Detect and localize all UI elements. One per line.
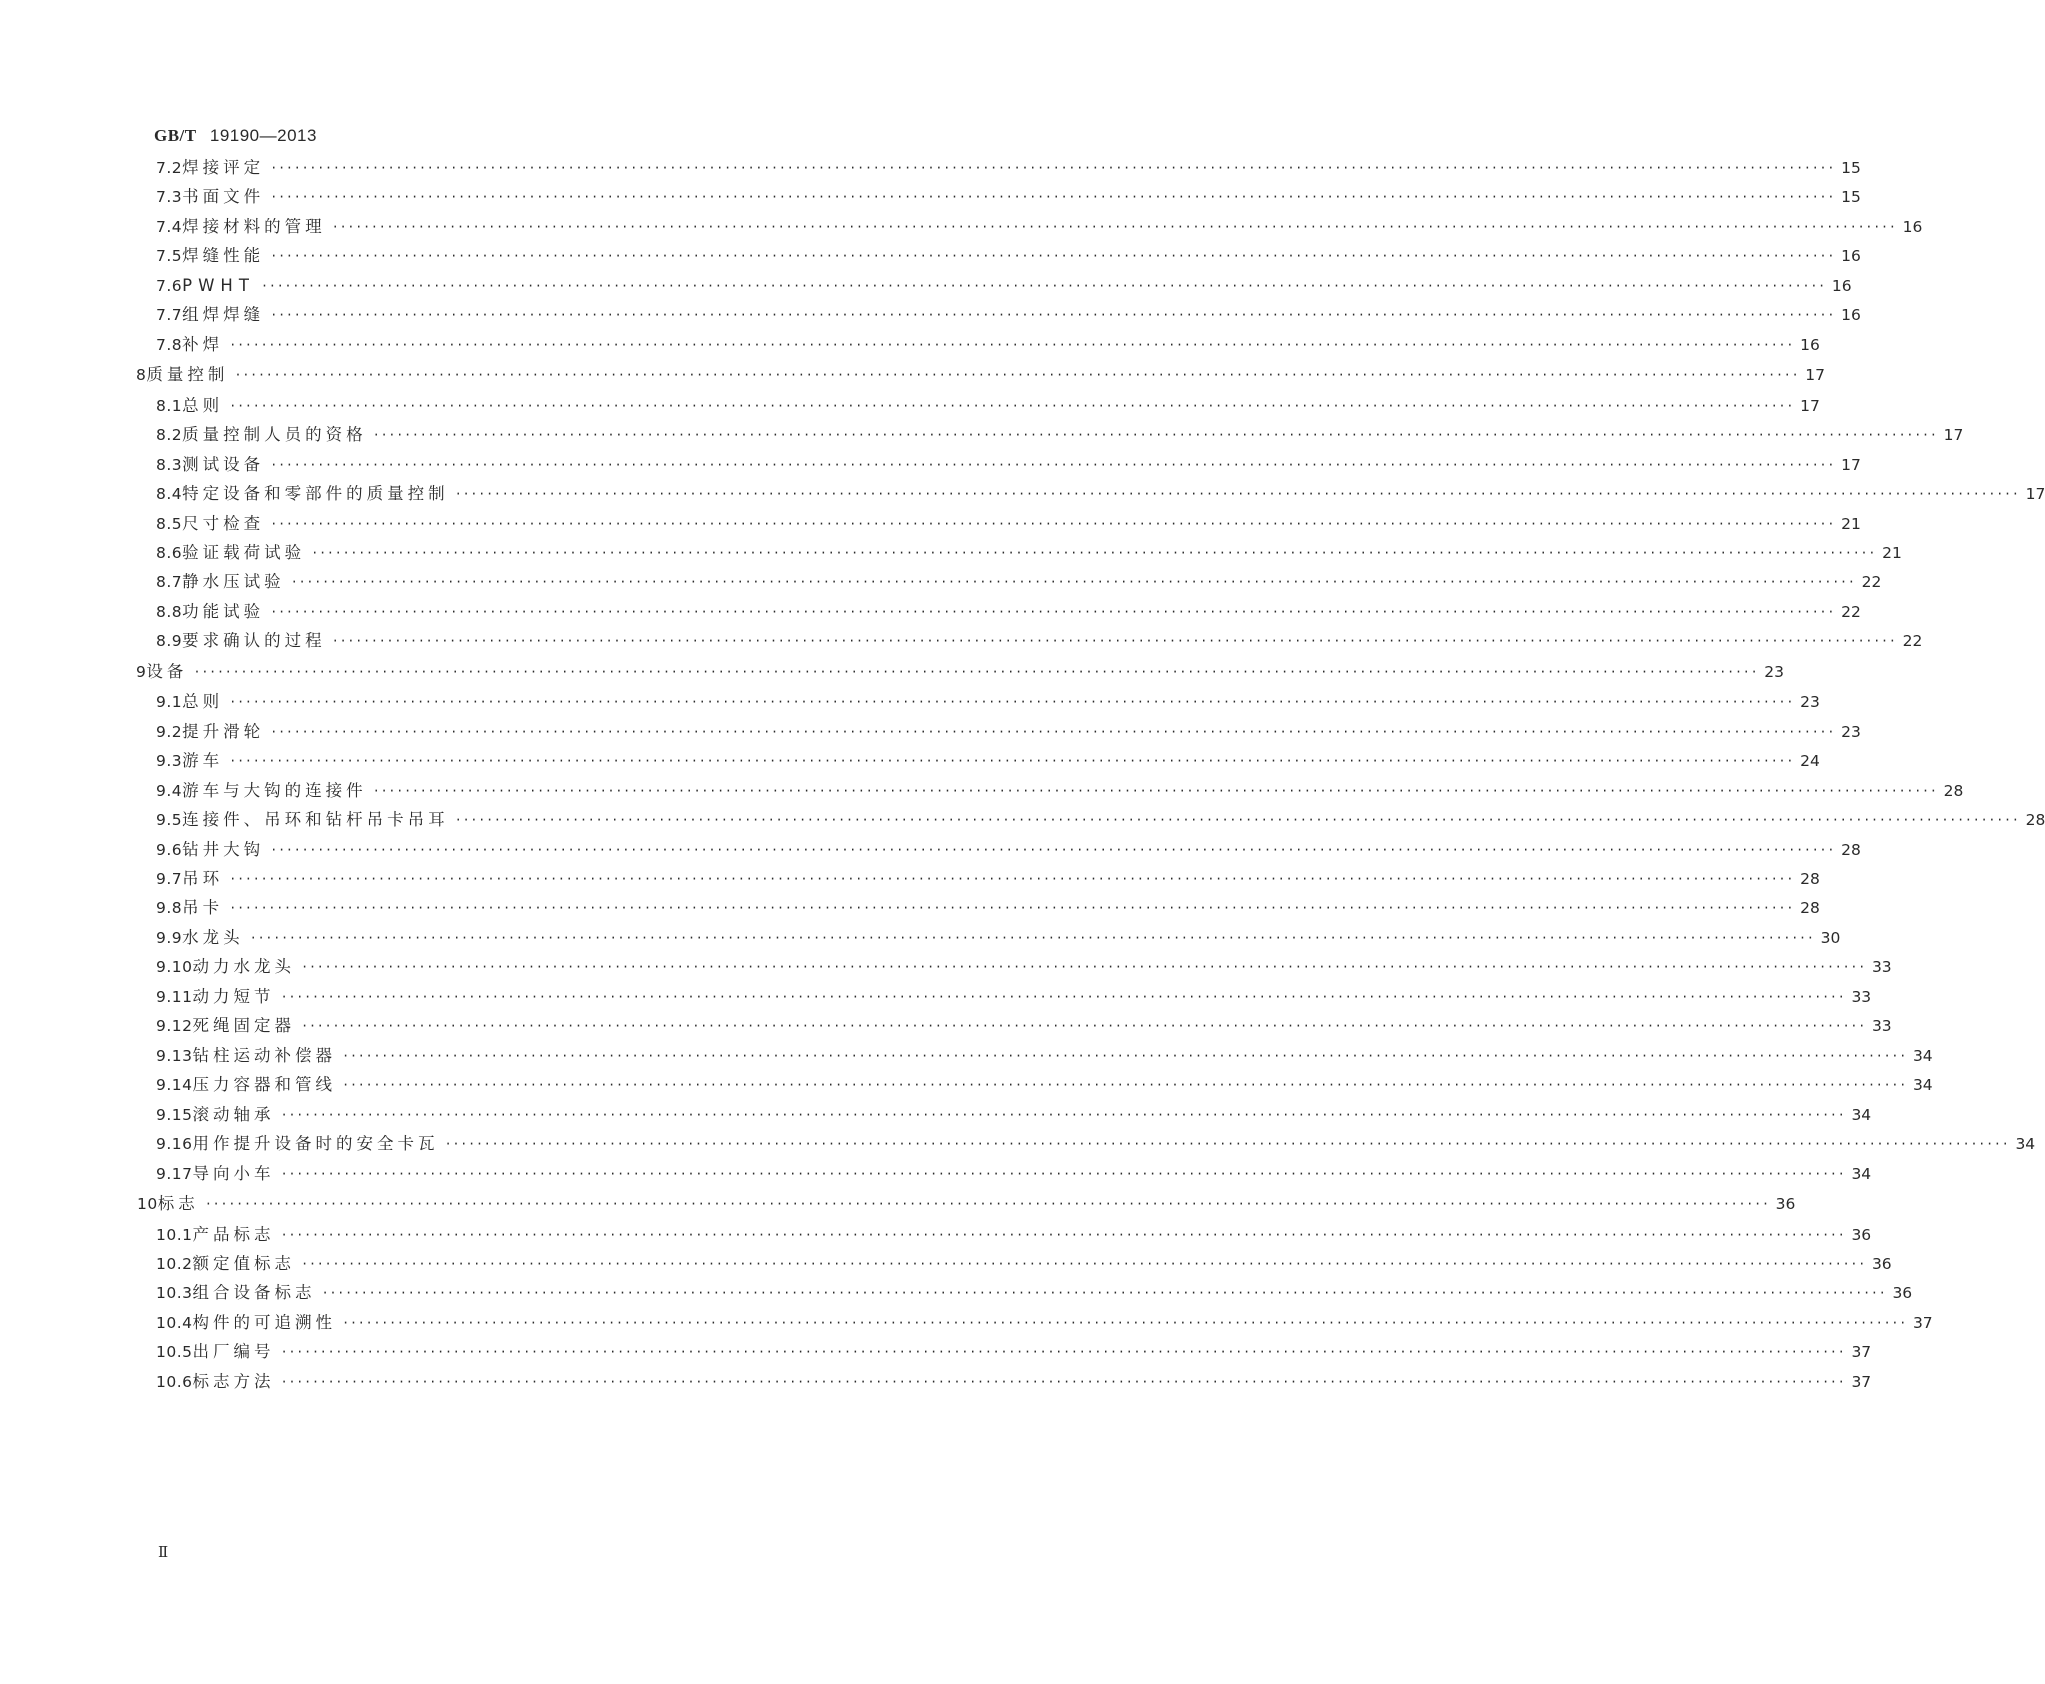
toc-entry-title: 导向小车 — [192, 1163, 275, 1183]
toc-dot-leader: ········································································································································································································ — [229, 754, 1795, 769]
toc-entry-page: 17 — [1805, 366, 1826, 385]
toc-chapter-entry[interactable] — [137, 1192, 1796, 1216]
toc-entry-number: 9.9 — [156, 928, 183, 947]
toc-section-entry[interactable] — [156, 838, 1861, 862]
toc-entry-number: 8.9 — [156, 632, 183, 651]
toc-dot-leader: ········································································································································································································ — [229, 398, 1795, 413]
toc-entry-page: 23 — [1764, 662, 1785, 681]
toc-dot-leader: ········································································································································································································ — [204, 1197, 1770, 1211]
toc-entry-page: 36 — [1892, 1284, 1913, 1303]
toc-section-entry[interactable] — [156, 749, 1820, 773]
toc-entry-title: 出厂编号 — [192, 1342, 275, 1362]
toc-entry-page: 16 — [1902, 217, 1923, 236]
standard-prefix: GB/T — [154, 126, 197, 145]
toc-entry-page: 22 — [1841, 602, 1861, 621]
toc-entry-number: 8.3 — [156, 455, 183, 474]
toc-entry-page: 37 — [1912, 1313, 1933, 1332]
toc-dot-leader: ········································································································································································································ — [229, 872, 1795, 886]
toc-section-entry[interactable] — [156, 1103, 1872, 1127]
page-number: Ⅱ — [158, 1543, 169, 1561]
toc-entry-page: 30 — [1820, 928, 1841, 947]
toc-entry-title: 焊缝性能 — [182, 246, 265, 266]
toc-entry-title: 吊卡 — [182, 898, 224, 918]
toc-entry-number: 9.14 — [156, 1076, 193, 1095]
toc-entry-title: 设备 — [146, 661, 188, 681]
toc-entry-title: 构件的可追溯性 — [192, 1312, 337, 1332]
toc-entry-title: 补焊 — [182, 334, 224, 354]
standard-number: 19190—2013 — [209, 126, 317, 145]
toc-entry-number: 9.7 — [156, 870, 183, 888]
toc-entry-page: 17 — [1943, 426, 1964, 445]
toc-entry-title: 额定值标志 — [192, 1253, 296, 1273]
toc-section-entry[interactable] — [156, 720, 1861, 744]
toc-dot-leader: ········································································································································································································ — [280, 1166, 1846, 1181]
toc-section-entry[interactable] — [156, 779, 1964, 803]
toc-entry-number: 9.12 — [156, 1017, 193, 1036]
toc-dot-leader: ········································································································································································································ — [270, 161, 1836, 175]
toc-entry-title: 游车 — [182, 751, 224, 771]
toc-entry-page: 36 — [1871, 1254, 1892, 1273]
toc-entry-number: 8.5 — [156, 514, 183, 533]
toc-dot-leader: ········································································································································································································ — [260, 278, 1826, 293]
toc-entry-title: PWHT — [182, 275, 255, 295]
toc-entry-page: 17 — [1841, 455, 1861, 474]
toc-dot-leader: ········································································································································································································ — [270, 190, 1836, 205]
toc-section-entry[interactable] — [156, 955, 1892, 979]
toc-section-entry[interactable] — [156, 1073, 1933, 1097]
toc-section-entry[interactable] — [156, 303, 1861, 327]
toc-entry-page: 23 — [1800, 693, 1820, 712]
toc-entry-title: 用作提升设备时的安全卡瓦 — [192, 1134, 439, 1154]
toc-entry-number: 7.7 — [156, 306, 183, 325]
toc-section-entry[interactable] — [156, 1370, 1872, 1394]
toc-entry-page: 28 — [1800, 870, 1820, 888]
toc-entry-title: 组焊焊缝 — [182, 305, 265, 325]
toc-dot-leader: ········································································································································································································ — [270, 842, 1836, 857]
toc-section-entry[interactable] — [156, 1044, 1933, 1068]
toc-section-entry[interactable] — [156, 570, 1882, 594]
toc-entry-page: 34 — [1851, 1105, 1872, 1124]
toc-entry-title: 压力容器和管线 — [192, 1075, 337, 1095]
toc-entry-number: 9.16 — [156, 1135, 193, 1154]
toc-dot-leader: ········································································································································································································ — [280, 989, 1846, 1004]
toc-section-entry[interactable] — [156, 541, 1902, 565]
toc-entry-number: 7.2 — [156, 159, 183, 177]
toc-dot-leader: ········································································································································································································ — [454, 813, 2020, 828]
toc-dot-leader: ········································································································································································································ — [454, 487, 2020, 502]
toc-entry-page: 23 — [1841, 722, 1861, 741]
toc-entry-title: 焊接材料的管理 — [182, 216, 326, 236]
toc-entry-page: 15 — [1841, 159, 1861, 177]
toc-entry-title: 标志 — [157, 1194, 199, 1213]
toc-entry-number: 8.1 — [156, 396, 183, 415]
toc-entry-page: 22 — [1861, 573, 1882, 592]
toc-dot-leader: ········································································································································································································ — [331, 219, 1897, 234]
toc-section-entry[interactable] — [156, 808, 2045, 832]
toc-chapter-entry[interactable] — [136, 660, 1785, 684]
toc-entry-title: 提升滑轮 — [182, 721, 265, 741]
toc-dot-leader: ········································································································································································································ — [229, 695, 1795, 710]
toc-section-entry[interactable] — [156, 215, 1923, 239]
toc-entry-title: 钻柱运动补偿器 — [192, 1045, 337, 1065]
toc-entry-number: 9.3 — [156, 752, 183, 771]
toc-entry-title: 标志方法 — [192, 1371, 275, 1391]
toc-dot-leader: ········································································································································································································ — [229, 901, 1795, 916]
toc-chapter-entry[interactable] — [136, 363, 1826, 387]
toc-entry-page: 16 — [1841, 306, 1861, 325]
toc-entry-page: 16 — [1800, 335, 1820, 354]
toc-section-entry[interactable] — [156, 1252, 1892, 1276]
toc-dot-leader: ········································································································································································································ — [229, 337, 1795, 352]
toc-section-entry[interactable] — [156, 896, 1820, 920]
toc-entry-title: 总则 — [182, 395, 224, 415]
toc-entry-page: 33 — [1871, 958, 1892, 977]
toc-dot-leader: ········································································································································································································ — [301, 1256, 1866, 1271]
toc-dot-leader: ········································································································································································································ — [321, 1286, 1887, 1301]
toc-dot-leader: ········································································································································································································ — [301, 960, 1866, 975]
toc-entry-page: 22 — [1902, 632, 1923, 651]
toc-section-entry[interactable] — [156, 1223, 1872, 1247]
toc-entry-page: 37 — [1851, 1372, 1872, 1391]
toc-entry-page: 37 — [1851, 1343, 1872, 1362]
toc-entry-title: 书面文件 — [182, 187, 265, 207]
toc-dot-leader: ········································································································································································································ — [270, 724, 1836, 739]
toc-entry-number: 7.5 — [156, 247, 183, 266]
toc-section-entry[interactable] — [156, 244, 1861, 268]
toc-entry-title: 产品标志 — [192, 1224, 275, 1244]
toc-dot-leader: ········································································································································································································ — [342, 1048, 1907, 1063]
toc-section-entry[interactable] — [156, 1014, 1892, 1038]
toc-section-entry[interactable] — [156, 1162, 1872, 1186]
toc-dot-leader: ········································································································································································································ — [270, 516, 1836, 531]
toc-entry-page: 24 — [1800, 752, 1820, 771]
toc-entry-page: 28 — [1841, 840, 1861, 859]
toc-entry-number: 8.6 — [156, 543, 183, 562]
toc-section-entry[interactable] — [156, 1311, 1933, 1335]
toc-entry-page: 17 — [2025, 485, 2045, 504]
toc-entry-page: 21 — [1841, 514, 1861, 533]
toc-entry-number: 7.8 — [156, 335, 183, 354]
toc-entry-number: 9.15 — [156, 1105, 193, 1124]
toc-entry-title: 钻井大钩 — [182, 839, 265, 859]
toc-entry-title: 质量控制 — [146, 365, 229, 385]
toc-dot-leader: ········································································································································································································ — [249, 930, 1815, 945]
toc-dot-leader: ········································································································································································································ — [280, 1374, 1846, 1389]
toc-section-entry[interactable] — [156, 600, 1861, 624]
toc-entry-title: 静水压试验 — [182, 572, 285, 592]
toc-entry-page: 34 — [2015, 1135, 2036, 1154]
toc-entry-page: 33 — [1871, 1017, 1892, 1036]
toc-entry-number: 7.3 — [156, 188, 183, 207]
toc-dot-leader: ········································································································································································································ — [290, 575, 1856, 590]
toc-entry-page: 36 — [1775, 1195, 1796, 1213]
toc-dot-leader: ········································································································································································································ — [193, 664, 1759, 679]
toc-entry-number: 10 — [137, 1195, 158, 1213]
toc-entry-page: 34 — [1912, 1046, 1933, 1065]
toc-dot-leader: ········································································································································································································ — [311, 545, 1877, 560]
toc-dot-leader: ········································································································································································································ — [270, 604, 1836, 619]
toc-entry-title: 尺寸检查 — [182, 513, 265, 533]
toc-entry-number: 8.7 — [156, 573, 183, 592]
toc-entry-title: 要求确认的过程 — [182, 631, 326, 651]
toc-entry-title: 测试设备 — [182, 454, 265, 474]
toc-entry-title: 死绳固定器 — [192, 1016, 296, 1036]
toc-entry-number: 10.5 — [156, 1343, 193, 1362]
toc-entry-number: 9.10 — [156, 958, 193, 977]
toc-entry-number: 8.4 — [156, 485, 183, 504]
toc-entry-title: 动力短节 — [192, 986, 275, 1006]
toc-section-entry[interactable] — [156, 185, 1861, 209]
toc-entry-title: 质量控制人员的资格 — [182, 425, 367, 445]
toc-entry-page: 21 — [1882, 543, 1902, 562]
toc-dot-leader: ········································································································································································································ — [444, 1137, 2010, 1152]
toc-entry-title: 特定设备和零部件的质量控制 — [182, 484, 449, 504]
toc-entry-page: 34 — [1912, 1076, 1933, 1095]
toc-dot-leader: ········································································································································································································ — [301, 1019, 1866, 1034]
toc-entry-number: 10.2 — [156, 1254, 193, 1273]
toc-entry-number: 8.8 — [156, 602, 183, 621]
toc-entry-page: 28 — [1943, 781, 1964, 800]
toc-dot-leader: ········································································································································································································ — [342, 1315, 1907, 1330]
toc-entry-number: 10.6 — [156, 1372, 193, 1391]
toc-entry-page: 36 — [1851, 1225, 1872, 1244]
toc-dot-leader: ········································································································································································································ — [234, 368, 1800, 383]
toc-entry-number: 9.5 — [156, 811, 183, 830]
toc-dot-leader: ········································································································································································································ — [270, 457, 1836, 472]
toc-dot-leader: ········································································································································································································ — [331, 634, 1897, 649]
toc-entry-page: 34 — [1851, 1164, 1872, 1183]
toc-section-entry[interactable] — [156, 274, 1852, 298]
toc-entry-title: 焊接评定 — [182, 158, 265, 177]
toc-section-entry[interactable] — [156, 629, 1923, 653]
toc-entry-number: 9 — [136, 662, 147, 681]
toc-entry-title: 水龙头 — [182, 927, 244, 947]
toc-section-entry[interactable] — [156, 1132, 2036, 1156]
toc-section-entry[interactable] — [156, 985, 1872, 1009]
toc-entry-number: 10.1 — [156, 1225, 193, 1244]
toc-dot-leader: ········································································································································································································ — [342, 1078, 1907, 1093]
toc-section-entry[interactable] — [156, 926, 1841, 950]
toc-entry-number: 9.11 — [156, 987, 193, 1006]
toc-entry-title: 功能试验 — [182, 601, 265, 621]
toc-entry-page: 28 — [2025, 811, 2045, 830]
toc-dot-leader: ········································································································································································································ — [280, 1227, 1846, 1242]
toc-entry-title: 组合设备标志 — [192, 1283, 316, 1303]
toc-entry-number: 9.13 — [156, 1046, 193, 1065]
toc-entry-number: 9.8 — [156, 899, 183, 918]
toc-entry-title: 游车与大钩的连接件 — [182, 780, 367, 800]
toc-dot-leader: ········································································································································································································ — [270, 249, 1836, 264]
toc-entry-number: 9.2 — [156, 722, 183, 741]
toc-entry-page: 16 — [1841, 247, 1861, 266]
toc-section-entry[interactable] — [156, 867, 1820, 891]
toc-dot-leader: ········································································································································································································ — [372, 783, 1938, 798]
toc-entry-page: 16 — [1831, 276, 1852, 295]
toc-section-entry[interactable] — [156, 1281, 1913, 1305]
toc-entry-number: 9.17 — [156, 1164, 193, 1183]
toc-section-entry[interactable] — [156, 453, 1861, 477]
toc-entry-title: 总则 — [182, 692, 224, 712]
toc-entry-number: 10.3 — [156, 1284, 193, 1303]
toc-dot-leader: ········································································································································································································ — [270, 308, 1836, 323]
toc-entry-number: 9.4 — [156, 781, 183, 800]
toc-entry-number: 7.6 — [156, 276, 183, 295]
toc-section-entry[interactable] — [156, 333, 1820, 357]
toc-entry-title: 连接件、吊环和钻杆吊卡吊耳 — [182, 810, 449, 830]
toc-entry-page: 33 — [1851, 987, 1872, 1006]
toc-entry-title: 验证载荷试验 — [182, 542, 306, 562]
toc-entry-number: 9.6 — [156, 840, 183, 859]
toc-entry-page: 28 — [1800, 899, 1820, 918]
toc-entry-title: 动力水龙头 — [192, 957, 296, 977]
toc-section-entry[interactable] — [156, 1340, 1872, 1364]
toc-section-entry[interactable] — [156, 482, 2045, 506]
toc-entry-page: 15 — [1841, 188, 1861, 207]
toc-section-entry[interactable] — [156, 512, 1861, 536]
toc-entry-title: 吊环 — [182, 869, 224, 888]
toc-dot-leader: ········································································································································································································ — [372, 428, 1938, 443]
toc-dot-leader: ········································································································································································································ — [280, 1345, 1846, 1360]
toc-entry-title: 滚动轴承 — [192, 1104, 275, 1124]
toc-section-entry[interactable] — [156, 394, 1820, 418]
toc-entry-number: 8.2 — [156, 426, 183, 445]
toc-section-entry[interactable] — [156, 156, 1861, 180]
toc-entry-page: 17 — [1800, 396, 1820, 415]
toc-entry-number: 9.1 — [156, 693, 183, 712]
toc-section-entry[interactable] — [156, 690, 1820, 714]
toc-dot-leader: ········································································································································································································ — [280, 1107, 1846, 1122]
toc-entry-number: 10.4 — [156, 1313, 193, 1332]
toc-entry-number: 7.4 — [156, 217, 183, 236]
toc-entry-number: 8 — [136, 366, 147, 385]
toc-section-entry[interactable] — [156, 423, 1964, 447]
